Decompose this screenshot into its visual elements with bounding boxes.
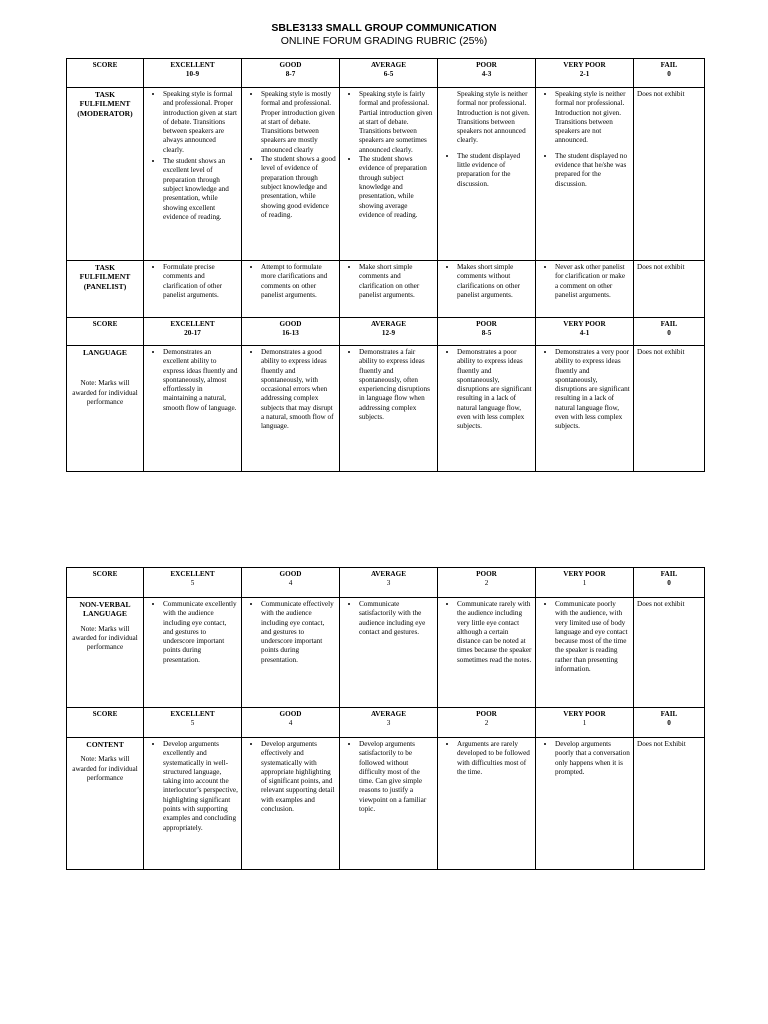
score-header-row [67,59,705,88]
rubric-table-2 [66,567,705,870]
fail-header: FAIL 0 [634,568,705,598]
content-row-label: CONTENT Note: Marks will awarded for individual performance [67,738,144,870]
score-header-row-2 [67,318,705,346]
average-header: AVERAGE 3 [340,568,438,598]
language-fail-cell: Does not exhibit [634,346,705,472]
nonverbal-good-cell: • Communicate effectively with the audience including eye contact, and gestures to underscore important points during presentation. [242,598,340,708]
document-header [0,22,768,48]
language-poor-cell: • Demonstrates a poor ability to express ideas fluently and spontaneously, disruptions are significant resulting in a lack of natural language flow, even with less complex subjects. [438,346,536,472]
fail-header: FAIL 0 [634,59,705,88]
score-header-cell: SCORE [67,59,144,88]
moderator-poor-cell: Speaking style is neither formal nor professional. Introduction is not given. Transitions between speakers not announced clearly. • The student displayed little evidence of preparation for the discussion. [438,88,536,261]
nonverbal-very-poor-cell: • Communicate poorly with the audience, with very limited use of body language and eye contact because most of the time the speaker is reading rather than presenting information. [536,598,634,708]
nonverbal-excellent-cell: • Communicate excellently with the audience including eye contact, and gestures to underscore important points during presentation. [144,598,242,708]
poor-header: POOR 2 [438,568,536,598]
nonverbal-average-cell: • Communicate satisfactorily with the audience including eye contact and gestures. [340,598,438,708]
document-title: SBLE3133 SMALL GROUP COMMUNICATION [271,22,497,34]
content-very-poor-cell: • Develop arguments poorly that a conversation only happens when it is prompted. [536,738,634,870]
excellent-header: EXCELLENT 20-17 [144,318,242,346]
good-header: GOOD 4 [242,708,340,738]
language-excellent-cell: • Demonstrates an excellent ability to express ideas fluently and spontaneously, almost effortlessly in maintaining a natural, smooth flow of language. [144,346,242,472]
content-row [67,738,705,870]
nonverbal-row [67,598,705,708]
marks-note: Note: Marks will awarded for individual performance [72,755,138,782]
panelist-poor-cell: • Makes short simple comments without clarifications on other panelist arguments. [438,261,536,318]
poor-header: POOR 4-3 [438,59,536,88]
good-header: GOOD 4 [242,568,340,598]
marks-note: Note: Marks will awarded for individual performance [72,624,138,652]
score-header-row [67,568,705,598]
language-average-cell: • Demonstrates a fair ability to express ideas fluently and spontaneously, often experiencing disruptions in language flow when addressing complex subjects. [340,346,438,472]
panelist-row [67,261,705,318]
excellent-header: EXCELLENT 10-9 [144,59,242,88]
poor-header: POOR 8-5 [438,318,536,346]
score-header-cell: SCORE [67,708,144,738]
very-poor-header: VERY POOR 2-1 [536,59,634,88]
moderator-good-cell: • Speaking style is mostly formal and professional. Proper introduction given at start of debate. Transitions between speakers are mostly announced clearly • The student shows a good level of evidence of preparation through subject knowledge and presentation, while showing good evidence of reading. [242,88,340,261]
language-very-poor-cell: • Demonstrates a very poor ability to express ideas fluently and spontaneously, disruptions are significant resulting in a lack of natural language flow, even with less complex subjects. [536,346,634,472]
panelist-very-poor-cell: • Never ask other panelist for clarification or make a comment on other panelist arguments. [536,261,634,318]
very-poor-header: VERY POOR 4-1 [536,318,634,346]
content-good-cell: • Develop arguments effectively and systematically with appropriate highlighting of significant points, and relevant supporting detail with examples and conclusion. [242,738,340,870]
score-header-row-2 [67,708,705,738]
very-poor-header: VERY POOR 1 [536,568,634,598]
panelist-good-cell: • Attempt to formulate more clarifications and comments on other panelist arguments. [242,261,340,318]
moderator-excellent-cell: • Speaking style is formal and professional. Proper introduction given at start of debate. Transitions between speakers are always announced clearly. • The student shows an excellent level of preparation through subject knowledge and presentation, while showing excellent evidence of reading. [144,88,242,261]
nonverbal-fail-cell: Does not exhibit [634,598,705,708]
good-header: GOOD 16-13 [242,318,340,346]
excellent-header: EXCELLENT 5 [144,708,242,738]
score-header-cell: SCORE [67,318,144,346]
document-subtitle: ONLINE FORUM GRADING RUBRIC (25%) [280,35,488,47]
average-header: AVERAGE 6-5 [340,59,438,88]
content-poor-cell: • Arguments are rarely developed to be followed with difficulties most of the time. [438,738,536,870]
average-header: AVERAGE 12-9 [340,318,438,346]
language-good-cell: • Demonstrates a good ability to express ideas fluently and spontaneously, with occasional errors when addressing complex subjects that may disrupt a natural, smooth flow of language. [242,346,340,472]
nonverbal-row-label: NON-VERBAL LANGUAGE Note: Marks will awarded for individual performance [67,598,144,708]
very-poor-header: VERY POOR 1 [536,708,634,738]
content-excellent-cell: • Develop arguments excellently and systematically in well-structured language, taking into account the interlocutor’s perspective, highlighting significant points with supporting examples and concluding appropriately. [144,738,242,870]
score-header-cell: SCORE [67,568,144,598]
moderator-very-poor-cell: • Speaking style is neither formal nor professional. Introduction not given. Transitions between speakers are not announced. • The student displayed no evidence that he/she was prepared for the discussion. [536,88,634,261]
marks-note: Note: Marks will awarded for individual performance [72,379,138,406]
average-header: AVERAGE 3 [340,708,438,738]
moderator-average-cell: • Speaking style is fairly formal and professional. Partial introduction given at start of debate. Transitions between speakers are sometimes announced clearly. • The student shows evidence of preparation through subject knowledge and presentation, while showing average evidence of reading. [340,88,438,261]
moderator-row-label: TASK FULFILMENT (MODERATOR) [67,88,144,261]
good-header: GOOD 8-7 [242,59,340,88]
nonverbal-poor-cell: • Communicate rarely with the audience including very little eye contact although a certain distance can be noted at times because the speaker sometimes read the notes. [438,598,536,708]
moderator-fail-cell: Does not exhibit [634,88,705,261]
panelist-row-label: TASK FULFILMENT (PANELIST) [67,261,144,318]
content-fail-cell: Does not Exhibit [634,738,705,870]
fail-header: FAIL 0 [634,708,705,738]
moderator-row [67,88,705,261]
content-average-cell: • Develop arguments satisfactorily to be followed without difficulty most of the time. Can give simple reasons to justify a viewpoint on a familiar topic. [340,738,438,870]
language-row [67,346,705,472]
panelist-excellent-cell: • Formulate precise comments and clarification of other panelist arguments. [144,261,242,318]
rubric-table-1 [66,58,705,472]
panelist-average-cell: • Make short simple comments and clarification on other panelist arguments. [340,261,438,318]
panelist-fail-cell: Does not exhibit [634,261,705,318]
language-row-label: LANGUAGE Note: Marks will awarded for individual performance [67,346,144,472]
excellent-header: EXCELLENT 5 [144,568,242,598]
poor-header: POOR 2 [438,708,536,738]
fail-header: FAIL 0 [634,318,705,346]
